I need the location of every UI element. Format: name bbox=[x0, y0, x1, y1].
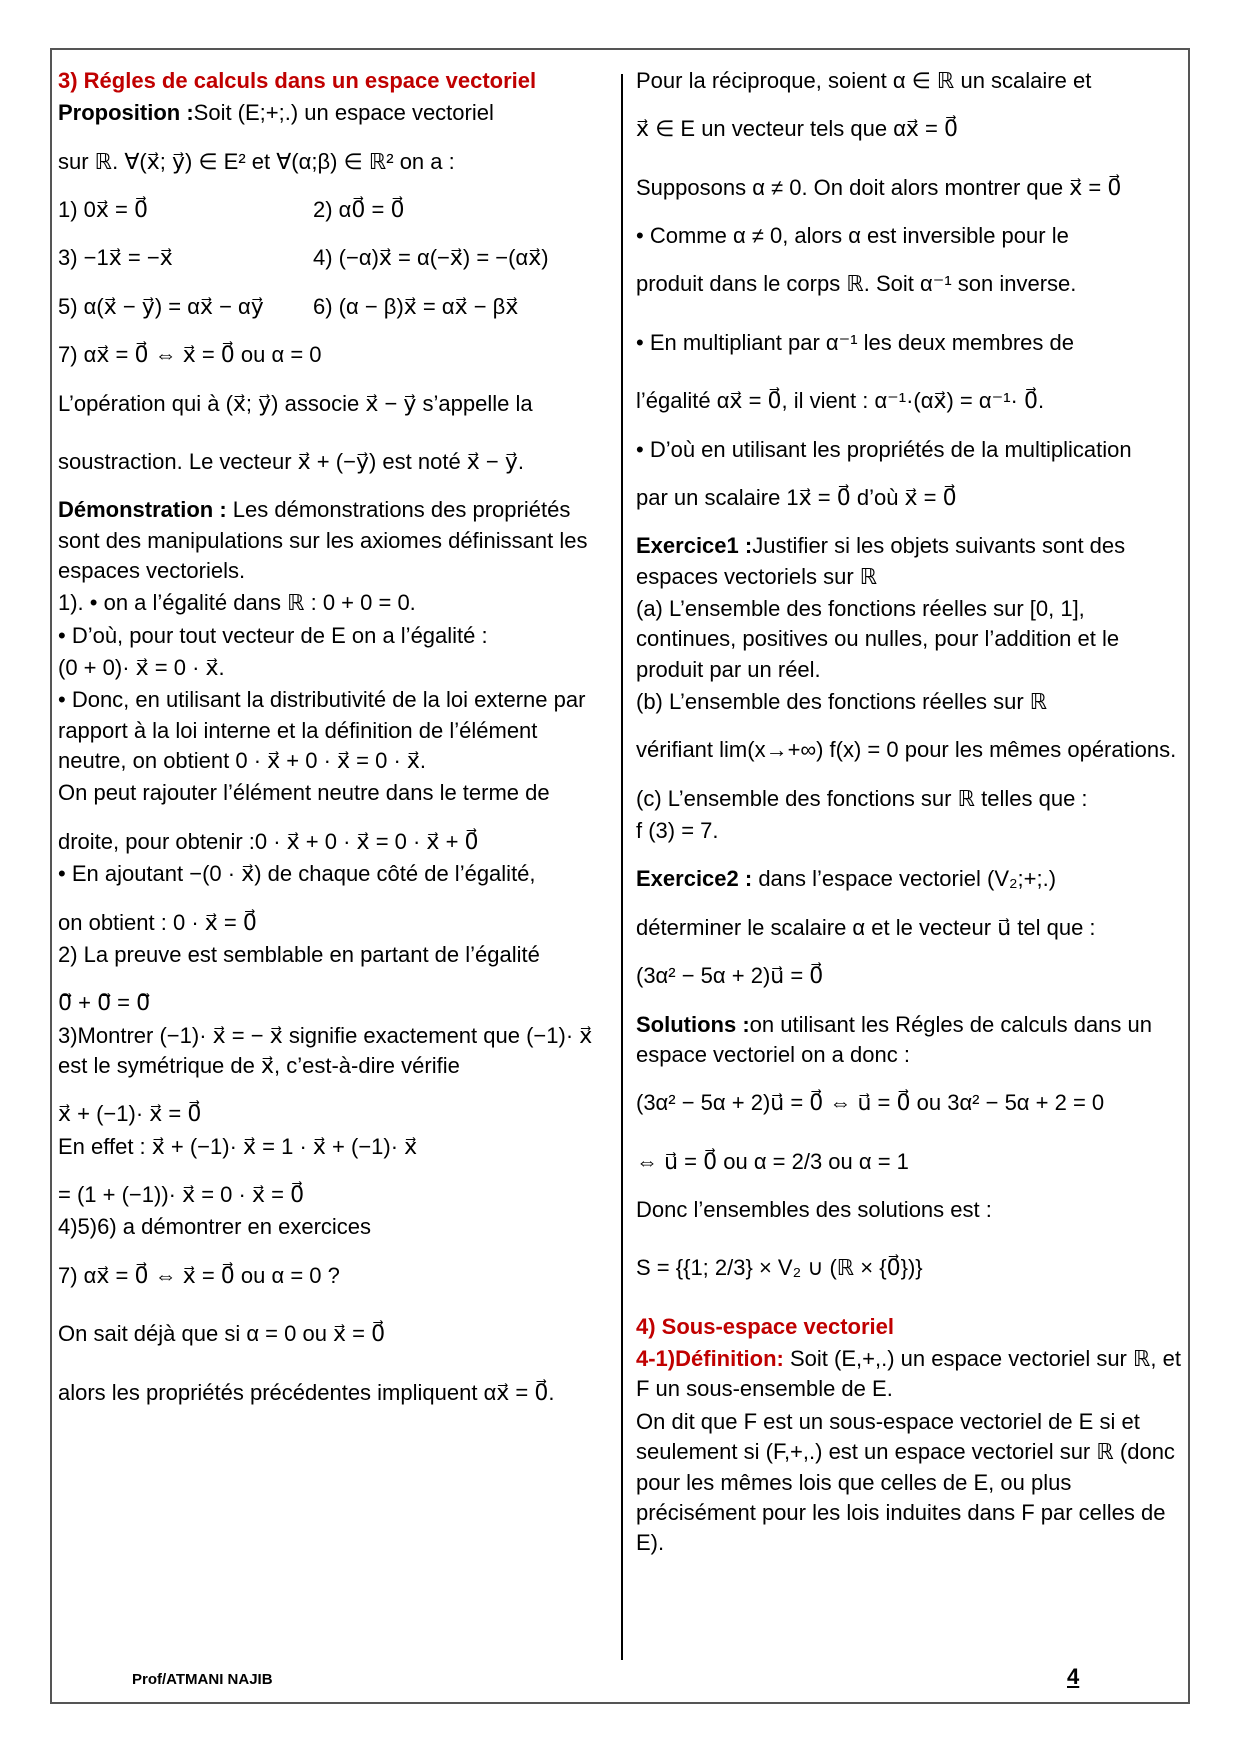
text-line bbox=[636, 1195, 1186, 1225]
text-line bbox=[636, 784, 1186, 814]
property-row bbox=[58, 243, 608, 273]
line-text: 4)5)6) a démontrer en exercices bbox=[58, 1214, 372, 1240]
text-line bbox=[58, 1378, 608, 1408]
line-text: (a) L’ensemble des fonctions réelles sur [0, 1], continues, positives ou nulles, pour l’addition et le produit par un réel. bbox=[636, 595, 1120, 682]
line-text: S = {{1; 2/3} × V₂ ∪ (ℝ × {0⃗})} bbox=[636, 1255, 923, 1281]
line-text: • En multipliant par α⁻¹ les deux membres de bbox=[636, 329, 1074, 355]
line-text: déterminer le scalaire α et le vecteur u⃗ tel que : bbox=[636, 914, 1096, 940]
line-text: Justifier si les objets suivants sont des espaces vectoriels sur ℝ bbox=[636, 533, 1126, 589]
right-column bbox=[636, 66, 1186, 1561]
line-text: 1). • on a l’égalité dans ℝ : 0 + 0 = 0. bbox=[58, 590, 416, 616]
property-left: 5) α(x⃗ − y⃗) = αx⃗ − αy⃗ bbox=[58, 293, 264, 319]
line-text: Soit (E;+;.) un espace vectoriel bbox=[193, 100, 494, 126]
text-line bbox=[58, 621, 608, 651]
text-line bbox=[58, 1099, 608, 1129]
line-text: x⃗ + (−1)· x⃗ = 0⃗ bbox=[58, 1101, 202, 1127]
line-text: • D’où, pour tout vecteur de E on a l’égalité : bbox=[58, 622, 488, 648]
footer-author: Prof/ATMANI NAJIB bbox=[132, 1671, 273, 1688]
text-line bbox=[58, 827, 608, 857]
line-text: dans l’espace vectoriel (V₂;+;.) bbox=[752, 866, 1057, 892]
bold-label: Proposition : bbox=[58, 100, 194, 126]
line-text: (c) L’ensemble des fonctions sur ℝ telles que : bbox=[636, 785, 1088, 811]
text-line bbox=[636, 1147, 1186, 1177]
text-line bbox=[58, 1212, 608, 1242]
line-text: (b) L’ensemble des fonctions réelles sur ℝ bbox=[636, 689, 1048, 715]
line-text: alors les propriétés précédentes impliquent αx⃗ = 0⃗. bbox=[58, 1379, 555, 1405]
text-line bbox=[636, 816, 1186, 846]
line-text: On sait déjà que si α = 0 ou x⃗ = 0⃗ bbox=[58, 1321, 386, 1347]
line-text: 7) αx⃗ = 0⃗ ⇔ x⃗ = 0⃗ ou α = 0 bbox=[58, 342, 322, 368]
line-text: L’opération qui à (x⃗; y⃗) associe x⃗ − y⃗ s’appelle la bbox=[58, 390, 533, 416]
line-text: 2) La preuve est semblable en partant de l’égalité bbox=[58, 941, 540, 967]
section-heading: 4) Sous-espace vectoriel bbox=[636, 1313, 895, 1339]
text-line bbox=[58, 495, 608, 586]
property-left: 3) −1x⃗ = −x⃗ bbox=[58, 245, 173, 271]
line-text: 7) αx⃗ = 0⃗ ⇔ x⃗ = 0⃗ ou α = 0 ? bbox=[58, 1262, 340, 1288]
line-text: on utilisant les Régles de calculs dans un espace vectoriel on a donc : bbox=[636, 1011, 1153, 1067]
text-line bbox=[58, 1180, 608, 1210]
text-line bbox=[58, 988, 608, 1018]
line-text: Supposons α ≠ 0. On doit alors montrer que x⃗ = 0⃗ bbox=[636, 174, 1122, 200]
text-line bbox=[58, 389, 608, 419]
text-line bbox=[58, 653, 608, 683]
text-line bbox=[58, 778, 608, 808]
text-line bbox=[636, 735, 1186, 765]
text-line bbox=[58, 340, 608, 370]
line-text: par un scalaire 1x⃗ = 0⃗ d’où x⃗ = 0⃗ bbox=[636, 484, 957, 510]
line-text: (3α² − 5α + 2)u⃗ = 0⃗ ⇔ u⃗ = 0⃗ ou 3α² − 5α + 2 = 0 bbox=[636, 1090, 1105, 1116]
text-line bbox=[58, 147, 608, 177]
line-text: = (1 + (−1))· x⃗ = 0 · x⃗ = 0⃗ bbox=[58, 1182, 305, 1208]
text-line bbox=[636, 531, 1186, 592]
line-text: • Donc, en utilisant la distributivité de la loi externe par rapport à la loi interne et la définition de l’élément neutre, on obtient 0 · x⃗ + 0 · x⃗ = 0 · x⃗. bbox=[58, 687, 586, 774]
property-right: 6) (α − β)x⃗ = αx⃗ − βx⃗ bbox=[313, 293, 519, 319]
line-text: on obtient : 0 · x⃗ = 0⃗ bbox=[58, 909, 257, 935]
text-line bbox=[636, 221, 1186, 251]
definition-label: 4-1)Définition: bbox=[636, 1346, 784, 1372]
property-right: 2) α0⃗ = 0⃗ bbox=[313, 197, 405, 223]
text-line bbox=[58, 1261, 608, 1291]
text-line bbox=[636, 961, 1186, 991]
line-text: Donc l’ensembles des solutions est : bbox=[636, 1196, 992, 1222]
line-text: Pour la réciproque, soient α ∈ ℝ un scalaire et bbox=[636, 68, 1092, 93]
column-divider bbox=[621, 74, 623, 1660]
text-line bbox=[636, 1088, 1186, 1118]
text-line bbox=[636, 483, 1186, 513]
text-line bbox=[636, 435, 1186, 465]
text-line bbox=[58, 908, 608, 938]
property-row bbox=[58, 292, 608, 322]
line-text: x⃗ ∈ E un vecteur tels que αx⃗ = 0⃗ bbox=[636, 116, 959, 142]
text-line bbox=[636, 594, 1186, 685]
text-line bbox=[636, 386, 1186, 416]
left-column bbox=[58, 66, 608, 1410]
text-line bbox=[636, 913, 1186, 943]
line-text: • D’où en utilisant les propriétés de la multiplication bbox=[636, 436, 1132, 462]
property-right: 4) (−α)x⃗ = α(−x⃗) = −(αx⃗) bbox=[313, 245, 549, 271]
line-text: 0⃗ + 0⃗ = 0⃗ bbox=[58, 990, 151, 1016]
text-line bbox=[58, 447, 608, 477]
line-text: l’égalité αx⃗ = 0⃗, il vient : α⁻¹·(αx⃗) = α⁻¹· 0⃗. bbox=[636, 388, 1045, 414]
text-line bbox=[58, 859, 608, 889]
line-text: Les démonstrations des propriétés sont des manipulations sur les axiomes définissant les espaces vectoriels. bbox=[58, 497, 588, 583]
text-line bbox=[58, 98, 608, 128]
line-text: produit dans le corps ℝ. Soit α⁻¹ son inverse. bbox=[636, 271, 1077, 297]
line-text: En effet : x⃗ + (−1)· x⃗ = 1 · x⃗ + (−1)· x⃗ bbox=[58, 1133, 418, 1159]
text-line bbox=[58, 1021, 608, 1082]
line-text: droite, pour obtenir :0 · x⃗ + 0 · x⃗ = 0 · x⃗ + 0⃗ bbox=[58, 828, 479, 854]
text-line bbox=[636, 1253, 1186, 1283]
line-text: sur ℝ. ∀(x⃗; y⃗) ∈ E² et ∀(α;β) ∈ ℝ² on a : bbox=[58, 148, 455, 174]
section-heading: 3) Régles de calculs dans un espace vectoriel bbox=[58, 68, 537, 93]
text-line bbox=[636, 269, 1186, 299]
text-line bbox=[636, 173, 1186, 203]
line-text: (0 + 0)· x⃗ = 0 · x⃗. bbox=[58, 655, 225, 681]
text-line bbox=[58, 685, 608, 776]
line-text: (3α² − 5α + 2)u⃗ = 0⃗ bbox=[636, 963, 824, 989]
property-row bbox=[58, 195, 608, 225]
text-line bbox=[58, 940, 608, 970]
line-text: • Comme α ≠ 0, alors α est inversible pour le bbox=[636, 223, 1069, 249]
bold-label: Exercice2 : bbox=[636, 866, 753, 892]
text-line bbox=[636, 1010, 1186, 1071]
text-line bbox=[636, 328, 1186, 358]
bold-label: Exercice1 : bbox=[636, 533, 753, 559]
line-text: On peut rajouter l’élément neutre dans le terme de bbox=[58, 780, 550, 806]
line-text: 3)Montrer (−1)· x⃗ = − x⃗ signifie exactement que (−1)· x⃗ est le symétrique de x⃗, c’est-à-dire vérifie bbox=[58, 1022, 593, 1078]
line-text: On dit que F est un sous-espace vectoriel de E si et seulement si (F,+,.) est un espace vectoriel sur ℝ (donc pour les mêmes lois que celles de E, ou plus précisément pour les lois induites dans F par celles de E). bbox=[636, 1408, 1175, 1556]
line-text: ⇔ u⃗ = 0⃗ ou α = 2/3 ou α = 1 bbox=[636, 1148, 909, 1174]
bold-label: Solutions : bbox=[636, 1011, 750, 1037]
property-left: 1) 0x⃗ = 0⃗ bbox=[58, 197, 148, 223]
text-line bbox=[636, 1407, 1186, 1559]
text-line bbox=[636, 114, 1186, 144]
text-line bbox=[636, 1344, 1186, 1405]
text-line bbox=[636, 864, 1186, 894]
bold-label: Démonstration : bbox=[58, 497, 227, 523]
line-text: soustraction. Le vecteur x⃗ + (−y⃗) est noté x⃗ − y⃗. bbox=[58, 448, 525, 474]
line-text: vérifiant lim(x→+∞) f(x) = 0 pour les mêmes opérations. bbox=[636, 737, 1177, 763]
page-number: 4 bbox=[1067, 1664, 1080, 1689]
text-line bbox=[636, 687, 1186, 717]
text-line bbox=[58, 1132, 608, 1162]
line-text: Soit (E,+,.) un espace vectoriel sur ℝ, et F un sous-ensemble de E. bbox=[636, 1346, 1181, 1402]
text-line bbox=[636, 66, 1186, 96]
text-line bbox=[58, 1319, 608, 1349]
line-text: f (3) = 7. bbox=[636, 818, 719, 844]
line-text: • En ajoutant −(0 · x⃗) de chaque côté de l’égalité, bbox=[58, 861, 536, 887]
text-line bbox=[58, 588, 608, 618]
